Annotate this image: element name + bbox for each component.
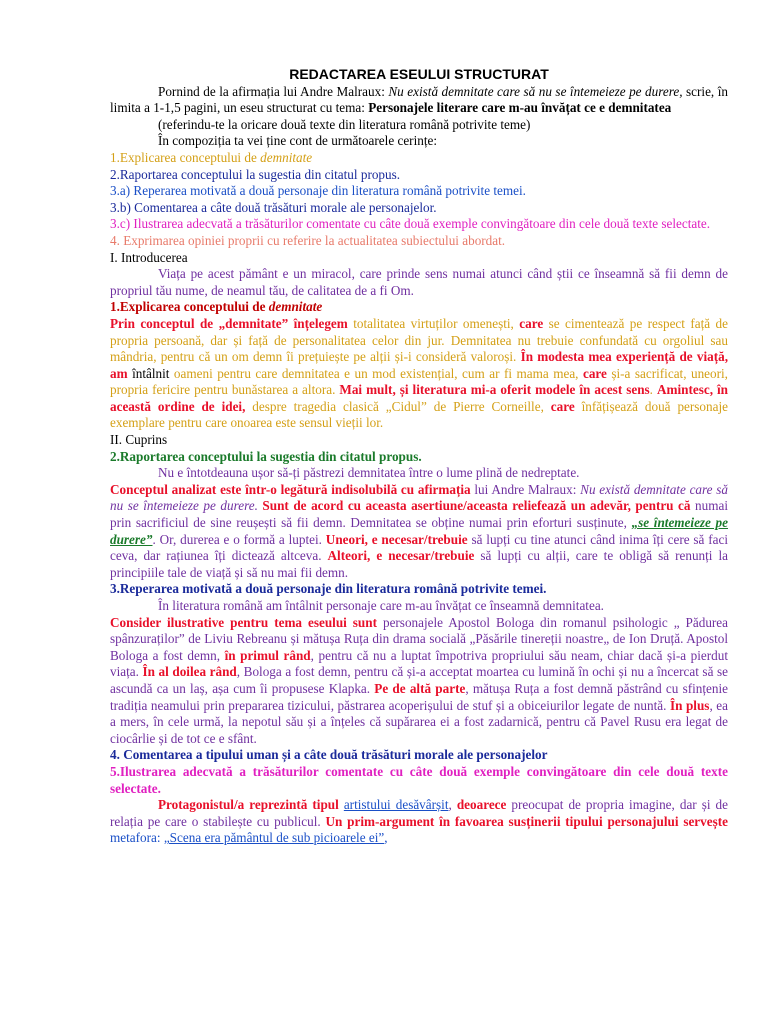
text: Sunt de acord cu aceasta asertiune/aceasta reliefează un adevăr, pentru că <box>257 498 691 514</box>
text: Uneori, e necesar/trebuie <box>325 531 468 547</box>
text: înfățișează două personaje exemplare pentru care onoarea este sensul vieții lor. <box>110 398 728 431</box>
text: , mătușa Ruța a fost demnă păstrând cu sfințenie tradiția neamului prin prepararea tizicului, păstrarea acoperișului de stuf și a obiceiurilor legate de nuntă. <box>110 680 728 713</box>
protagonist-paragraph <box>110 797 728 847</box>
characters-paragraph <box>110 615 728 748</box>
text: care <box>582 365 607 381</box>
text: Un prim-argument în favoarea susținerii tipului personajului servește <box>325 813 728 829</box>
text: Alteori, e necesar/trebuie <box>327 548 475 564</box>
text: să lupți cu tine atunci când inima îți cere să faci ceva, dar rațiunea îți dictează altceva. <box>110 531 729 564</box>
text: Prin conceptul de „demnitate” înțelegem <box>110 315 348 331</box>
subheading-illustrate-traits: 5.Ilustrarea adecvată a trăsăturilor comentate cu câte două exemple convingătoare din cele două texte selectate. <box>110 763 728 796</box>
text: , ea a mers, în cele urmă, la nepotul său și a înțeles că supărarea ei a fost zadarnică, pentru că Pavel Rusu era legat de ciocârlie și de tot ce e sfânt. <box>110 697 728 746</box>
reference-note: (referindu-te la oricare două texte din literatura română potrivite teme) <box>158 116 531 132</box>
text: 1.Explicarea conceptului de <box>110 299 269 315</box>
subheading-comment-traits: 4. Comentarea a tipului uman și a câte două trăsături morale ale personajelor <box>110 747 548 763</box>
text: Protagonistul/a reprezintă tipul <box>158 797 339 813</box>
text: , Bologa a fost demn, pentru că și-a acceptat moartea cu lumină în ochi și nu a încercat să se ascundă ca un laș, așa cum îi propusese Klapka. <box>110 664 728 696</box>
requirement-3a: 3.a) Reperarea motivată a două personaje din literatura română potrivite temei. <box>110 183 526 199</box>
text: , <box>384 830 388 846</box>
text: preocupat de propria imagine, dar și de relația pe care o stabilește cu publicul. <box>110 797 729 829</box>
text: . Or, durerea e o formă a luptei. <box>152 531 326 547</box>
section-heading-introduction: I. Introducerea <box>110 249 188 265</box>
concept-paragraph <box>110 316 728 432</box>
cuprins-intro-line: Nu e întotdeauna ușor să-ți păstrezi demnitatea între o lume plină de nedreptate. <box>158 465 580 481</box>
requirement-2: 2.Raportarea conceptului la sugestia din citatul propus. <box>110 166 401 182</box>
text: demnitate <box>268 299 323 315</box>
quote-analysis-paragraph <box>110 482 728 582</box>
requirement-3c: 3.c) Ilustrarea adecvată a trăsăturilor comentate cu câte două exemple convingătoare din cele două texte selectate. <box>110 216 711 232</box>
text: Conceptul analizat este într-o legătură indisolubilă cu afirmația <box>110 481 471 497</box>
text: lui Andre Malraux: <box>470 481 581 497</box>
text: „Scena era pământul de sub picioarele ei” <box>163 830 385 846</box>
requirement-1 <box>110 150 728 167</box>
characters-intro-line: În literatura română am întâlnit personaje care m-au învățat ce înseamnă demnitatea. <box>158 598 604 613</box>
text: scrie, în limita a 1-1,5 pagini, un eseu structurat cu tema: <box>110 83 728 116</box>
text: demnitate <box>260 149 313 165</box>
requirements-intro: În compoziția ta vei ține cont de următoarele cerințe: <box>158 133 438 149</box>
requirement-3b: 3.b) Comentarea a câte două trăsături morale ale personajelor. <box>110 199 437 215</box>
text: în primul rând <box>224 647 311 663</box>
text: , <box>448 797 457 813</box>
subheading-relate-concept: 2.Raportarea conceptului la sugestia din citatul propus. <box>110 448 422 464</box>
text: să lupți cu alții, care te obligă să renunți la principiile tale de viață și să nu mai fii demn. <box>110 548 728 580</box>
document-title: REDACTAREA ESEULUI STRUCTURAT <box>289 66 549 82</box>
text: , pentru că nu a luptat împotriva propriului său neam, chiar dacă și-a pierdut viața. <box>110 647 729 680</box>
text: Nu există demnitate care să nu se întemeieze pe durere. <box>110 481 729 514</box>
text: Pornind de la afirmația lui Andre Malraux: <box>158 83 389 99</box>
text: . <box>649 382 657 398</box>
requirement-4: 4. Exprimarea opiniei proprii cu referire la actualitatea subiectului abordat. <box>110 232 506 248</box>
text: În plus <box>669 697 710 713</box>
text: Amintesc, în această ordine de idei, <box>110 382 728 414</box>
text: Apostol Bologa a fost demn, <box>110 631 728 663</box>
text: se cimentează pe respect față de propria persoană, dar și față de personalitatea celor din jur. Demnitatea nu trebuie confundată cu orgoliul sau mândria, pentru că un om demn îi prețuiește pe alții și-i consideră valoroși. <box>110 315 728 365</box>
introduction-paragraph: Viața pe acest pământ e un miracol, care prinde sens numai atunci când știi ce înseamnă să fii demn de propriul tău nume, de neamul tău, de calitatea de a fi Om. <box>110 266 728 298</box>
text: Mai mult, și literatura mi-a oferit modele în acest sens <box>339 382 650 398</box>
text: numai prin sacrificiul de sine reușești să fii demn. Demnitatea se obține numai prin eforturi susținute, <box>110 498 728 531</box>
text: și-a sacrificat, uneori, propria fericire pentru bunăstarea a altora. <box>110 365 728 398</box>
text: deoarece <box>456 797 507 813</box>
text: care <box>550 398 575 414</box>
text: totalitatea virtuților omenești, <box>347 315 520 331</box>
section-heading-cuprins: II. Cuprins <box>110 432 168 448</box>
text: artistului desăvârșit <box>343 797 449 813</box>
essay-theme: Personajele literare care m-au învățat ce e demnitatea <box>368 100 672 116</box>
text: 1.Explicarea conceptului de <box>110 149 261 165</box>
text: „se întemeieze pe durere” <box>110 515 729 547</box>
assignment-paragraph <box>110 84 728 117</box>
quote: Nu există demnitate care să nu se întemeieze pe durere, <box>388 83 683 99</box>
text: În al doilea rând <box>142 664 237 680</box>
text: întâlnit <box>127 365 170 381</box>
text: care <box>519 315 544 331</box>
text: personajele Apostol Bologa din romanul psihologic „ Pădurea spânzuraților” de Liviu Rebreanu și mătușa Ruța din drama socială „Păsările tinereții noastre„ de Ion Druță. <box>110 614 729 647</box>
subheading-explain-concept <box>110 299 728 316</box>
text: metafora: <box>110 830 164 846</box>
text: despre tragedia clasică „Cidul” de Pierre Corneille, <box>245 398 551 414</box>
text: oameni pentru care demnitatea e un mod existențial, cum ar fi mama mea, <box>169 365 583 381</box>
subheading-identify-characters: 3.Reperarea motivată a două personaje din literatura română potrivite temei. <box>110 581 547 597</box>
text: În modesta mea experiență de viață, am <box>110 349 728 381</box>
text: Pe de altă parte <box>374 680 466 696</box>
text: Consider ilustrative pentru tema eseului sunt <box>110 614 377 630</box>
